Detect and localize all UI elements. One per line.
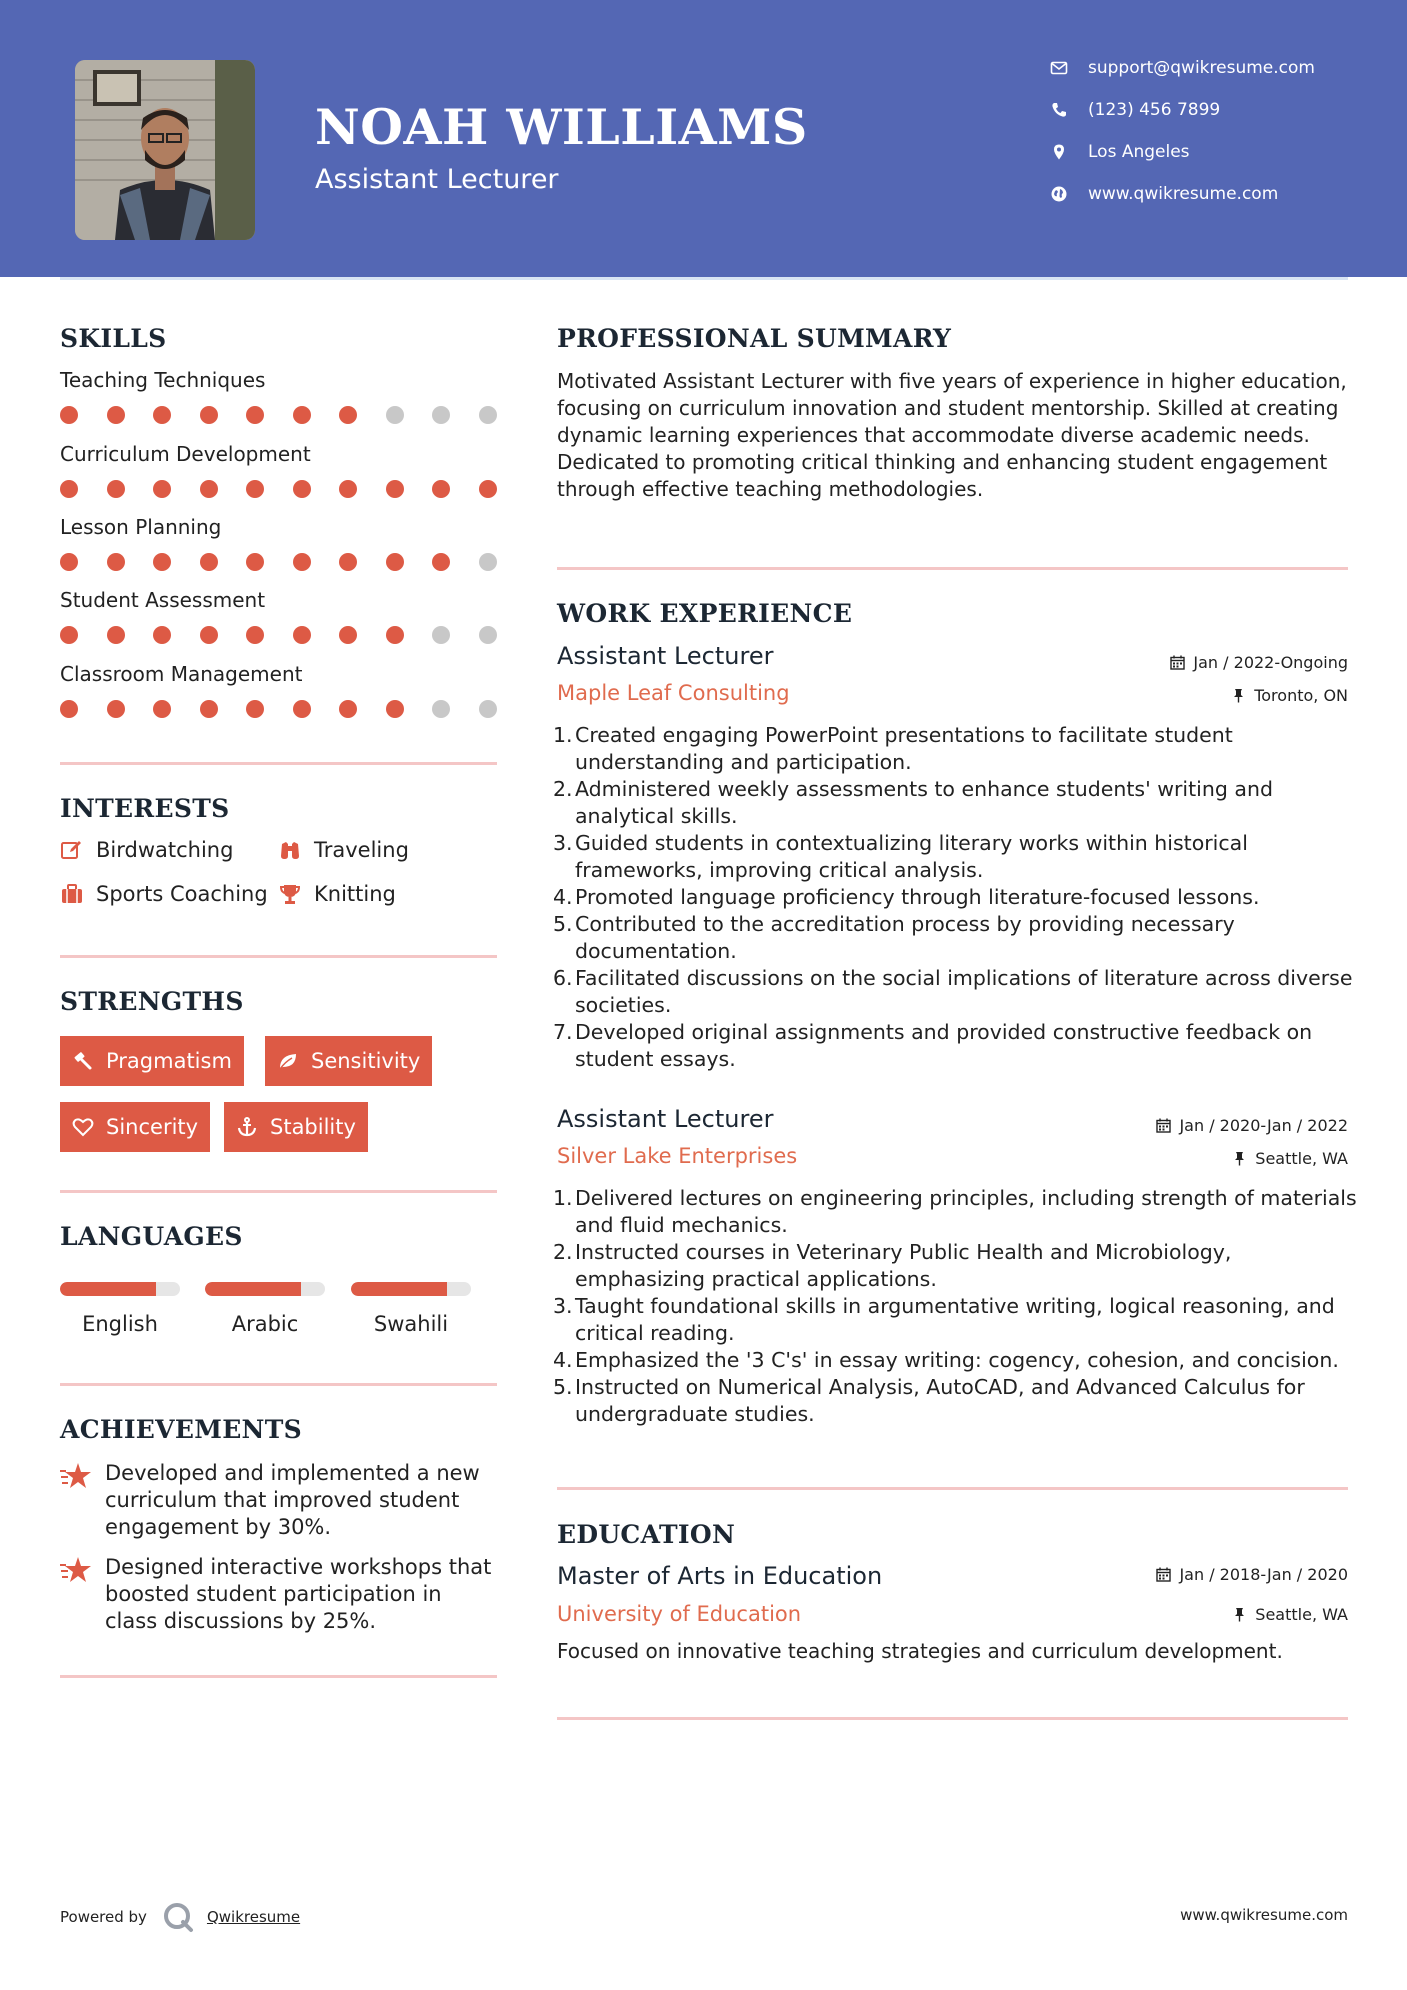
rating-dot-filled — [200, 626, 218, 644]
skill-label: Lesson Planning — [60, 515, 222, 539]
rating-dot-filled — [293, 480, 311, 498]
skill-rating — [60, 406, 500, 426]
calendar-icon — [1156, 1118, 1171, 1133]
achievement-item: Designed interactive workshops that boosted student participation in class discussions by 25%. — [60, 1554, 500, 1635]
phone-icon — [1050, 101, 1068, 119]
job-dates: Jan / 2020-Jan / 2022 — [1156, 1116, 1348, 1135]
rating-dot-empty — [432, 700, 450, 718]
leaf-icon — [277, 1050, 299, 1072]
qwikresume-logo-icon — [161, 1900, 195, 1934]
company-name: Maple Leaf Consulting — [557, 681, 790, 705]
job-location: Seattle, WA — [1232, 1149, 1348, 1168]
rating-dot-filled — [339, 406, 357, 424]
language-bar-swahili — [351, 1282, 471, 1296]
job-dates: Jan / 2022-Ongoing — [1170, 653, 1348, 672]
section-divider — [557, 567, 1348, 570]
strength-sensitivity: Sensitivity — [265, 1036, 432, 1086]
rating-dot-filled — [60, 700, 78, 718]
skill-rating — [60, 700, 500, 720]
rating-dot-filled — [200, 480, 218, 498]
rating-dot-empty — [432, 626, 450, 644]
strength-sincerity: Sincerity — [60, 1102, 210, 1152]
list-item: 7. Developed original assignments and provided constructive feedback on student essays. — [553, 1020, 1313, 1071]
section-divider — [557, 1717, 1348, 1720]
job-title: Assistant Lecturer — [557, 1105, 774, 1133]
list-item: 2. Administered weekly assessments to enhance students' writing and analytical skills. — [553, 777, 1273, 828]
interest-sports-coaching: Sports Coaching — [60, 882, 268, 906]
rating-dot-filled — [386, 480, 404, 498]
candidate-name: NOAH WILLIAMS — [315, 98, 808, 156]
rating-dot-empty — [479, 626, 497, 644]
rating-dot-filled — [432, 480, 450, 498]
skill-label: Teaching Techniques — [60, 368, 266, 392]
list-item: 5. Instructed on Numerical Analysis, AutoCAD, and Advanced Calculus for undergraduate studies. — [553, 1375, 1305, 1426]
education-heading: EDUCATION — [557, 1520, 736, 1549]
degree-name: Master of Arts in Education — [557, 1562, 883, 1590]
map-pin-icon — [1050, 143, 1068, 161]
globe-icon — [1050, 185, 1068, 203]
list-item: 4. Promoted language proficiency through literature-focused lessons. — [553, 885, 1260, 909]
rating-dot-filled — [432, 553, 450, 571]
calendar-icon — [1156, 1567, 1171, 1582]
education-location: Seattle, WA — [1232, 1605, 1348, 1624]
rating-dot-filled — [60, 553, 78, 571]
rating-dot-empty — [432, 406, 450, 424]
calendar-icon — [1170, 655, 1185, 670]
briefcase-icon — [60, 882, 84, 906]
language-level-fill — [205, 1282, 301, 1296]
contact-website[interactable]: www.qwikresume.com — [1050, 184, 1380, 204]
section-divider — [60, 762, 497, 765]
language-name: English — [82, 1312, 158, 1336]
rating-dot-filled — [246, 553, 264, 571]
pencil-square-icon — [60, 838, 84, 862]
language-bar-arabic — [205, 1282, 325, 1296]
company-name: Silver Lake Enterprises — [557, 1144, 798, 1168]
list-item: 1. Created engaging PowerPoint presentations to facilitate student understanding and participation. — [553, 723, 1233, 774]
interest-birdwatching: Birdwatching — [60, 838, 233, 862]
languages-heading: LANGUAGES — [60, 1222, 243, 1251]
rating-dot-filled — [153, 406, 171, 424]
education-description: Focused on innovative teaching strategies and curriculum development. — [557, 1639, 1283, 1663]
header-divider — [60, 277, 1348, 280]
school-name: University of Education — [557, 1602, 802, 1626]
rating-dot-filled — [293, 700, 311, 718]
binoculars-icon — [278, 838, 302, 862]
skill-rating — [60, 626, 500, 646]
rating-dot-filled — [339, 553, 357, 571]
rating-dot-filled — [200, 700, 218, 718]
achievements-heading: ACHIEVEMENTS — [60, 1415, 302, 1444]
rating-dot-filled — [479, 480, 497, 498]
section-divider — [60, 1190, 497, 1193]
list-item: 3. Taught foundational skills in argumentative writing, logical reasoning, and critical reading. — [553, 1294, 1335, 1345]
rating-dot-filled — [339, 626, 357, 644]
rating-dot-filled — [107, 480, 125, 498]
interest-traveling: Traveling — [278, 838, 409, 862]
rating-dot-filled — [107, 406, 125, 424]
profile-photo — [75, 60, 255, 240]
rating-dot-filled — [386, 553, 404, 571]
education-dates: Jan / 2018-Jan / 2020 — [1156, 1565, 1348, 1584]
section-divider — [60, 1383, 497, 1386]
rating-dot-filled — [246, 700, 264, 718]
language-bar-english — [60, 1282, 180, 1296]
rating-dot-filled — [246, 480, 264, 498]
rating-dot-filled — [60, 480, 78, 498]
rating-dot-filled — [246, 406, 264, 424]
contact-email[interactable]: support@qwikresume.com — [1050, 58, 1380, 78]
language-name: Arabic — [231, 1312, 299, 1336]
rating-dot-filled — [339, 480, 357, 498]
list-item: 5. Contributed to the accreditation process by providing necessary documentation. — [553, 912, 1235, 963]
rating-dot-filled — [293, 553, 311, 571]
interests-heading: INTERESTS — [60, 794, 230, 823]
pushpin-icon — [1232, 1607, 1247, 1622]
job-location: Toronto, ON — [1231, 686, 1348, 705]
rating-dot-filled — [153, 480, 171, 498]
pushpin-icon — [1231, 688, 1246, 703]
rating-dot-filled — [339, 700, 357, 718]
anchor-icon — [236, 1116, 258, 1138]
rating-dot-filled — [386, 626, 404, 644]
rating-dot-filled — [246, 626, 264, 644]
language-name: Swahili — [373, 1312, 449, 1336]
rating-dot-filled — [107, 700, 125, 718]
skill-label: Curriculum Development — [60, 442, 311, 466]
skill-rating — [60, 553, 500, 573]
candidate-title: Assistant Lecturer — [315, 164, 559, 195]
heart-icon — [72, 1116, 94, 1138]
rating-dot-filled — [386, 700, 404, 718]
job-responsibilities — [553, 722, 1357, 1073]
rating-dot-empty — [479, 406, 497, 424]
language-level-fill — [60, 1282, 156, 1296]
list-item: 3. Guided students in contextualizing literary works within historical frameworks, improving critical analysis. — [553, 831, 1248, 882]
rating-dot-filled — [107, 626, 125, 644]
rating-dot-filled — [200, 406, 218, 424]
strength-pragmatism: Pragmatism — [60, 1036, 244, 1086]
job-title: Assistant Lecturer — [557, 642, 774, 670]
pushpin-icon — [1232, 1151, 1247, 1166]
rating-dot-filled — [107, 553, 125, 571]
rating-dot-empty — [386, 406, 404, 424]
resume-header — [0, 0, 1407, 277]
interest-knitting: Knitting — [278, 882, 396, 906]
envelope-icon — [1050, 59, 1068, 77]
rating-dot-filled — [153, 700, 171, 718]
rating-dot-filled — [200, 553, 218, 571]
contact-phone[interactable]: (123) 456 7899 — [1050, 100, 1380, 120]
job-responsibilities — [553, 1185, 1357, 1428]
star-icon — [60, 1555, 94, 1585]
trophy-icon — [278, 882, 302, 906]
language-level-fill — [351, 1282, 447, 1296]
rating-dot-empty — [479, 553, 497, 571]
experience-heading: WORK EXPERIENCE — [557, 599, 853, 628]
skill-label: Classroom Management — [60, 662, 303, 686]
rating-dot-filled — [60, 406, 78, 424]
skills-heading: SKILLS — [60, 324, 167, 353]
skill-label: Student Assessment — [60, 588, 266, 612]
summary-heading: PROFESSIONAL SUMMARY — [557, 324, 952, 353]
strength-stability: Stability — [224, 1102, 368, 1152]
gavel-icon — [72, 1050, 94, 1072]
achievement-item: Developed and implemented a new curriculum that improved student engagement by 30%. — [60, 1460, 500, 1541]
star-icon — [60, 1461, 94, 1491]
section-divider — [60, 1675, 497, 1678]
list-item: 2. Instructed courses in Veterinary Public Health and Microbiology, emphasizing practical applications. — [553, 1240, 1232, 1291]
skill-rating — [60, 480, 500, 500]
section-divider — [557, 1487, 1348, 1490]
rating-dot-filled — [153, 626, 171, 644]
rating-dot-empty — [479, 700, 497, 718]
section-divider — [60, 955, 497, 958]
rating-dot-filled — [60, 626, 78, 644]
strengths-heading: STRENGTHS — [60, 987, 244, 1016]
rating-dot-filled — [293, 406, 311, 424]
list-item: 6. Facilitated discussions on the social implications of literature across diverse societies. — [553, 966, 1353, 1017]
list-item: 4. Emphasized the '3 C's' in essay writing: cogency, cohesion, and concision. — [553, 1348, 1339, 1372]
list-item: 1. Delivered lectures on engineering principles, including strength of materials and fluid mechanics. — [553, 1186, 1357, 1237]
footer-url[interactable]: www.qwikresume.com — [1180, 1906, 1348, 1924]
footer-powered-by: Powered by Qwikresume — [60, 1900, 300, 1934]
contact-location: Los Angeles — [1050, 142, 1380, 162]
rating-dot-filled — [153, 553, 171, 571]
qwikresume-link[interactable]: Qwikresume — [206, 1908, 301, 1926]
rating-dot-filled — [293, 626, 311, 644]
summary-text: Motivated Assistant Lecturer with five years of experience in higher education, focusing on curriculum innovation and student mentorship. Skilled at creating dynamic learning experiences that accommodate diverse academic needs. Dedicated to promoting critical thinking and enhancing student engagement through effective teaching methodologies. — [557, 369, 1347, 501]
